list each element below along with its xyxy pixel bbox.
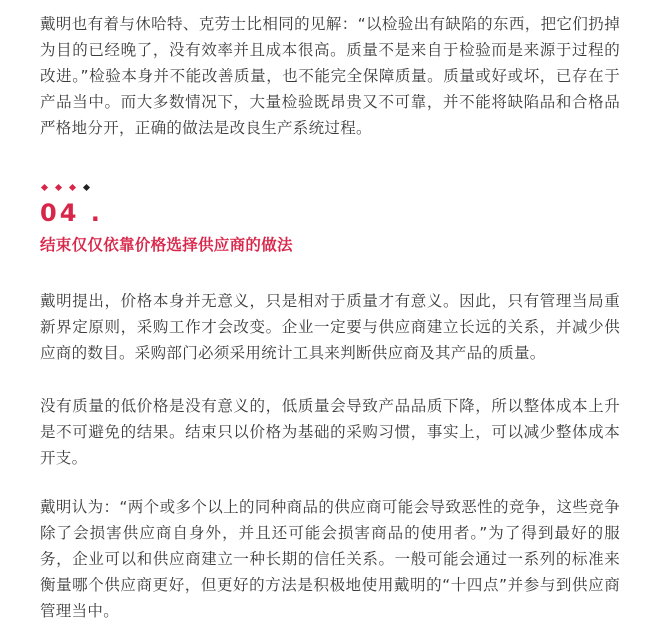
section-number: 04 . <box>40 199 103 227</box>
body-paragraph-4: 戴明认为：“两个或多个以上的同种商品的供应商可能会导致恶性的竞争，这些竞争除了会损害供应商自身外，并且还可能会损害商品的使用者。”为了得到最好的服务，企业可以和供应商建立一种长期的信任关系。一般可能会通过一系列的标准来衡量哪个供应商更好，但更好的方法是积极地使用戴明的“十四点”并参与到供应商管理当中。 <box>40 498 620 620</box>
intro-paragraph: 戴明也有着与休哈特、克劳士比相同的见解：“以检验出有缺陷的东西，把它们扔掉为目的已经晚了，没有效率并且成本很高。质量不是来自于检验而是来源于过程的改进。”检验本身并不能改善质量，也不能完全保障质量。质量或好或坏，已存在于产品当中。而大多数情况下，大量检验既昂贵又不可靠，并不能将缺陷品和合格品严格地分开，正确的做法是改良生产系统过程。 <box>40 15 620 137</box>
section-title: 结束仅仅依靠价格选择供应商的做法 <box>40 236 293 254</box>
section-divider-dots <box>42 182 89 192</box>
body-paragraph-2: 戴明提出，价格本身并无意义，只是相对于质量才有意义。因此，只有管理当局重新界定原则，采购工作才会改变。企业一定要与供应商建立长远的关系，并减少供应商的数目。采购部门必须采用统计工具来判断供应商及其产品的质量。 <box>40 292 620 362</box>
divider-dot-4 <box>83 183 90 190</box>
body-paragraph-3: 没有质量的低价格是没有意义的，低质量会导致产品品质下降，所以整体成本上升是不可避免的结果。结束只以价格为基础的采购习惯，事实上，可以减少整体成本开支。 <box>40 397 620 467</box>
divider-dot-2 <box>55 183 62 190</box>
divider-dot-3 <box>69 183 76 190</box>
divider-dot-1 <box>41 183 48 190</box>
